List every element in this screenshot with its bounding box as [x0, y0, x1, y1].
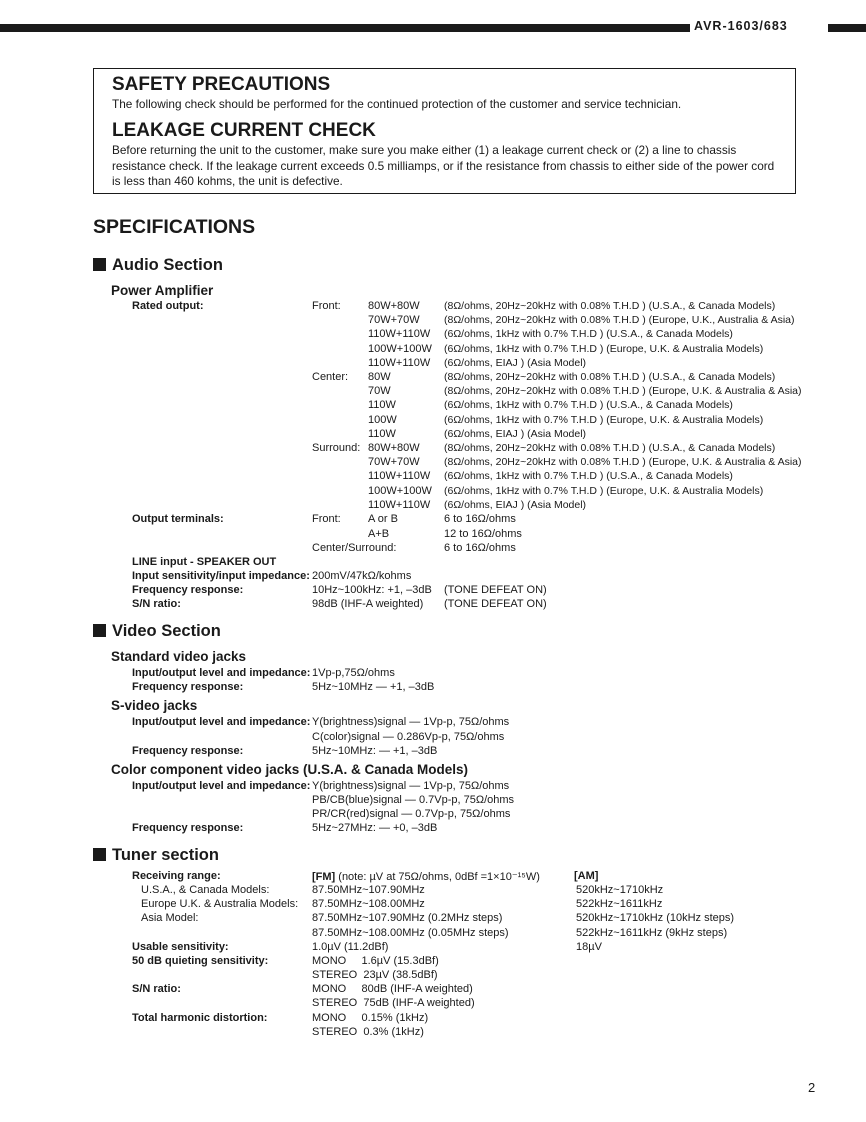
- rated-watts: 70W+70W: [368, 456, 420, 469]
- rated-condition: (6Ω/ohms, 1kHz with 0.7% T.H.D ) (U.S.A., & Canada Models): [444, 328, 733, 341]
- audio-section-title: [93, 256, 223, 275]
- std-io-label: Input/output level and impedance:: [132, 667, 311, 679]
- rated-condition: (8Ω/ohms, 20Hz~20kHz with 0.08% T.H.D ) (U.S.A., & Canada Models): [444, 300, 776, 312]
- sv-io-value-1: Y(brightness)signal — 1Vp-p, 75Ω/ohms: [312, 716, 510, 728]
- rated-channel: Front:: [312, 300, 341, 312]
- rated-watts: 110W: [368, 399, 396, 412]
- tuner-am-range: 522kHz~1611kHz (9kHz steps): [576, 926, 728, 939]
- cc-io-label: Input/output level and impedance:: [132, 780, 311, 792]
- rated-watts: 110W+110W: [368, 498, 431, 511]
- cc-freq-label: Frequency response:: [132, 822, 244, 834]
- audio-section-label: Audio Section: [112, 256, 223, 274]
- tuner-sn-label: S/N ratio:: [132, 983, 181, 995]
- rated-condition: (6Ω/ohms, EIAJ ) (Asia Model): [444, 356, 587, 369]
- tuner-section-label: Tuner section: [112, 846, 219, 864]
- svideo-title: S-video jacks: [111, 698, 198, 713]
- component-video-title: Color component video jacks (U.S.A. & Canada Models): [111, 762, 469, 777]
- rated-condition: (6Ω/ohms, EIAJ ) (Asia Model): [444, 498, 587, 511]
- std-freq-value: 5Hz~10MHz — +1, –3dB: [312, 681, 435, 693]
- video-section-title: [93, 622, 221, 641]
- tuner-section-title: [93, 846, 219, 865]
- tuner-fm-range: 87.50MHz~108.00MHz (0.05MHz steps): [312, 926, 509, 939]
- ot-cs-value: 6 to 16Ω/ohms: [444, 542, 516, 554]
- usable-sensitivity-fm: 1.0µV (11.2dBf): [312, 941, 389, 953]
- rated-watts: 110W+110W: [368, 328, 431, 341]
- rated-watts: 100W+100W: [368, 342, 432, 355]
- audio-freq-value: 10Hz~100kHz: +1, –3dB: [312, 584, 432, 596]
- rated-watts: 100W+100W: [368, 484, 432, 497]
- tuner-region: Europe U.K. & Australia Models:: [141, 898, 299, 911]
- rated-channel: Center:: [312, 371, 349, 383]
- std-freq-label: Frequency response:: [132, 681, 244, 693]
- sv-io-value-2: C(color)signal — 0.286Vp-p, 75Ω/ohms: [312, 731, 505, 743]
- quieting-stereo: STEREO 23µV (38.5dBf): [312, 969, 438, 981]
- receiving-range-label: Receiving range:: [132, 870, 221, 882]
- safety-box: [93, 68, 796, 194]
- fm-note: (note: µV at 75Ω/ohms, 0dBf =1×10⁻¹⁵W): [338, 871, 540, 883]
- tuner-region: U.S.A., & Canada Models:: [141, 884, 270, 896]
- rated-condition: (8Ω/ohms, 20Hz~20kHz with 0.08% T.H.D ) (Europe, U.K., Australia & Asia): [444, 314, 795, 327]
- usable-sensitivity-am: 18µV: [576, 941, 602, 953]
- audio-sn-note: (TONE DEFEAT ON): [444, 598, 547, 610]
- ot-ab: A or B: [368, 513, 398, 525]
- std-io-value: 1Vp-p,75Ω/ohms: [312, 667, 395, 679]
- audio-sn-label: S/N ratio:: [132, 598, 181, 610]
- audio-freq-label: Frequency response:: [132, 584, 244, 596]
- rated-watts: 110W: [368, 427, 396, 440]
- cc-freq-value: 5Hz~27MHz: — +0, –3dB: [312, 822, 438, 834]
- rated-condition: (6Ω/ohms, EIAJ ) (Asia Model): [444, 427, 587, 440]
- am-header: [AM]: [574, 870, 599, 882]
- thd-mono: MONO 0.15% (1kHz): [312, 1012, 429, 1024]
- input-sensitivity-value: 200mV/47kΩ/kohms: [312, 570, 412, 582]
- rated-condition: (8Ω/ohms, 20Hz~20kHz with 0.08% T.H.D ) (U.S.A., & Canada Models): [444, 442, 776, 454]
- power-amplifier-title: Power Amplifier: [111, 283, 214, 298]
- model-number: AVR-1603/683: [694, 19, 788, 33]
- rated-condition: (6Ω/ohms, 1kHz with 0.7% T.H.D ) (Europe, U.K. & Australia Models): [444, 484, 764, 497]
- fm-label: [FM]: [312, 871, 336, 883]
- rated-watts: 110W+110W: [368, 470, 431, 483]
- tuner-fm-range: 87.50MHz~107.90MHz: [312, 884, 425, 896]
- leakage-text: Before returning the unit to the customer, make sure you make either (1) a leakage current check or (2) a line to chassis resistance check. If the leakage current exceeds 0.5 milliamps, or if the resistance from chassis to either side of the power cord is less than 460 kohms, the unit is defective.: [112, 143, 775, 188]
- rated-watts: 80W+80W: [368, 300, 420, 312]
- square-bullet-icon: [93, 848, 106, 861]
- header-bar: [0, 24, 690, 32]
- ot-apb: A+B: [368, 528, 390, 540]
- page-number: 2: [808, 1080, 816, 1095]
- sv-io-label: Input/output level and impedance:: [132, 716, 311, 728]
- header-bar-right: [828, 24, 866, 32]
- rated-channel: Surround:: [312, 442, 361, 454]
- tuner-am-range: 520kHz~1710kHz (10kHz steps): [576, 912, 735, 925]
- sv-freq-label: Frequency response:: [132, 745, 244, 757]
- input-sensitivity-label: Input sensitivity/input impedance:: [132, 570, 310, 582]
- tuner-am-range: 522kHz~1611kHz: [576, 898, 663, 911]
- standard-video-title: Standard video jacks: [111, 649, 247, 664]
- audio-freq-note: (TONE DEFEAT ON): [444, 584, 547, 596]
- rated-watts: 110W+110W: [368, 356, 431, 369]
- quieting-mono: MONO 1.6µV (15.3dBf): [312, 955, 439, 967]
- output-terminals-label: Output terminals:: [132, 513, 224, 525]
- square-bullet-icon: [93, 624, 106, 637]
- ot-ab-value: 6 to 16Ω/ohms: [444, 513, 516, 525]
- safety-title: SAFETY PRECAUTIONS: [112, 74, 331, 95]
- video-section-label: Video Section: [112, 622, 221, 640]
- square-bullet-icon: [93, 258, 106, 271]
- safety-text: The following check should be performed for the continued protection of the customer and service technician.: [112, 97, 682, 111]
- tuner-am-range: 520kHz~1710kHz: [576, 884, 664, 896]
- sv-freq-value: 5Hz~10MHz: — +1, –3dB: [312, 745, 438, 757]
- tuner-sn-mono: MONO 80dB (IHF-A weighted): [312, 983, 473, 995]
- leakage-title: LEAKAGE CURRENT CHECK: [112, 120, 376, 141]
- ot-center-surround: Center/Surround:: [312, 542, 397, 554]
- tuner-sn-stereo: STEREO 75dB (IHF-A weighted): [312, 997, 475, 1009]
- usable-sensitivity-label: Usable sensitivity:: [132, 941, 229, 953]
- cc-io-value-2: PB/CB(blue)signal — 0.7Vp-p, 75Ω/ohms: [312, 794, 515, 806]
- rated-output-label: Rated output:: [132, 300, 204, 312]
- tuner-region: Asia Model:: [141, 912, 199, 925]
- tuner-fm-range: 87.50MHz~108.00MHz: [312, 898, 425, 911]
- tuner-fm-range: 87.50MHz~107.90MHz (0.2MHz steps): [312, 912, 503, 925]
- rated-condition: (6Ω/ohms, 1kHz with 0.7% T.H.D ) (Europe, U.K. & Australia Models): [444, 413, 764, 426]
- rated-watts: 100W: [368, 413, 397, 426]
- rated-condition: (8Ω/ohms, 20Hz~20kHz with 0.08% T.H.D ) (Europe, U.K. & Australia & Asia): [444, 456, 802, 469]
- cc-io-value-3: PR/CR(red)signal — 0.7Vp-p, 75Ω/ohms: [312, 808, 511, 820]
- ot-front: Front:: [312, 513, 341, 525]
- line-input-label: LINE input - SPEAKER OUT: [132, 556, 277, 568]
- rated-condition: (8Ω/ohms, 20Hz~20kHz with 0.08% T.H.D ) (Europe, U.K. & Australia & Asia): [444, 385, 802, 398]
- cc-io-value-1: Y(brightness)signal — 1Vp-p, 75Ω/ohms: [312, 780, 510, 792]
- rated-condition: (6Ω/ohms, 1kHz with 0.7% T.H.D ) (U.S.A., & Canada Models): [444, 399, 733, 412]
- fm-header: [312, 870, 540, 883]
- quieting-label: 50 dB quieting sensitivity:: [132, 955, 269, 967]
- rated-condition: (8Ω/ohms, 20Hz~20kHz with 0.08% T.H.D ) (U.S.A., & Canada Models): [444, 371, 776, 383]
- rated-watts: 80W+80W: [368, 442, 420, 454]
- thd-label: Total harmonic distortion:: [132, 1012, 268, 1024]
- rated-watts: 70W: [368, 385, 391, 398]
- thd-stereo: STEREO 0.3% (1kHz): [312, 1026, 424, 1038]
- rated-condition: (6Ω/ohms, 1kHz with 0.7% T.H.D ) (Europe, U.K. & Australia Models): [444, 342, 764, 355]
- specifications-title: SPECIFICATIONS: [93, 216, 256, 238]
- rated-watts: 70W+70W: [368, 314, 420, 327]
- ot-apb-value: 12 to 16Ω/ohms: [444, 528, 522, 540]
- rated-condition: (6Ω/ohms, 1kHz with 0.7% T.H.D ) (U.S.A., & Canada Models): [444, 470, 733, 483]
- rated-watts: 80W: [368, 371, 391, 383]
- audio-sn-value: 98dB (IHF-A weighted): [312, 598, 424, 610]
